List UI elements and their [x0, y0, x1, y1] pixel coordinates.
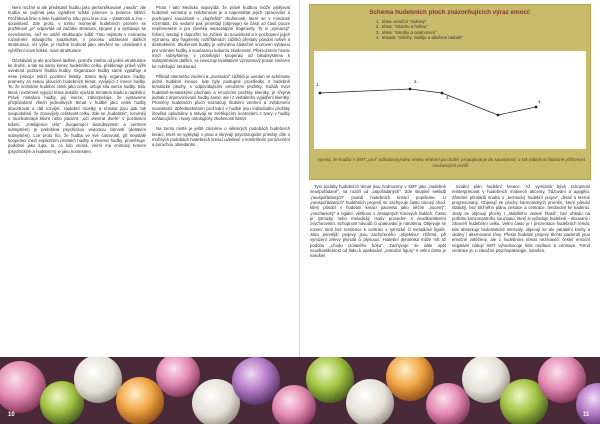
left-page-column-1	[8, 5, 146, 357]
diagram-point	[319, 92, 322, 95]
paragraph: Na tomto místě je ještě zmíníme o některých podobách hudebních kreací, které se vyskytují v praxi a skrývají psychologické primáty, díle o možných podobách hudebních kreací uvědené v konkrétním porozumění a poruchou obsedantní.	[152, 126, 290, 148]
schema-theme-item: 4. témata: "útěchy, naděje a důvěrné radosti"	[376, 34, 463, 40]
schema-title: Schéma hudebních ploch znázorňujících výraz emocí:	[369, 9, 531, 16]
diagram-point	[409, 88, 412, 91]
schema-theme-item: 3. téma: "smutku a osamocení"	[376, 29, 437, 35]
diagram-label: 2.	[414, 79, 418, 84]
left-page-column-2	[152, 5, 290, 357]
paragraph: Tyto podoby hudebních témat jsou hodnoceny v SMT jako „hudebně neuspořádané“, na rozdíl od „uspořádaných“. Zde skupině neklidů „neuspořádaných“ podob hudebních kreací popíšeme. U „neuspořádaných“ hudebních projevů se zachycuje často tónový chod, který působí v hudební kreaci pacienta jako něčím „nucený“, „mechanický“ a rigidní, většinou v zestupných tónových řadách. Často je rytmicky nebo melodický motiv proveden s neodkontilením zvychnovním. Schopnost návodů či opakování je narušena. Objevuje se rozsev tónů bez tendence k centraci v rytmické či melodické figuře. Jako jemnější projevy jsou zachyťeného „objektivu“ ztížená, při vymizení zvlevy plynulá či plynoucí. Hudební dynamika může mít až podobu „chodu izolaného bóku“. Zachycuje se dále opět neodkontilentost od tlaku k opakování „ontraiční figury“ s velmi často je narušen	[310, 184, 446, 259]
page-number-left: 10	[8, 412, 15, 418]
paragraph: Očekávání je ale pozitivně laděné, protože změnu od jedné strukturace ke druhé, a tak na samy konec hudebního celku, překlenuje právě výše uvedená pozitivní finalita hudby. Organizace hudby samé vyjadřuje a nese principi tvůrčí pozitivní finality. Sama tedy organizace hudby, prameny za sebou jdoucích hudebních témat, vyvíjející z inerce hudby. To, že vnímáme hudební celek jako celek, určuje síla inerce hudby. Síla, která i extrémně vyjející téma dokáže vyvázat tématem kladu a naplnění. Právě metaforu hudby, její inerce, zabezpečuje, že vystaveme přizpůsobení všech jednotlivých témat v hudbě jako celek hudby aboorbovat a dál rozvíjet. Hudební mostky a témata jsou pak tak soupodobné, že zneuvíjely celistvost celku. Zde se „hudebník“, rozumějí v muzikoterapii klient nebo pacient, „učí otevírat dveře“ v pozitivním tušení. „Inteligence téla“ (kooperující biosubsystem a centrem subsystém) je prebírána psychickou vedomou činností (detstvím subsystém). Lze proto říci, že hudba ve své časovosti, při neustálé kooperaci mezi explicitním prostém hudby a imvenci hudby, proměnuje, podobné jako lupa, to, co kdo vnímá, vnímí má vnímavý tvarem (psychickým a hudebním) je jako kontextem.	[8, 57, 146, 154]
diagram-label: 4.	[538, 99, 542, 104]
paragraph: Není možné si ale představit hudbu jako personifikované „neudo“, ale hudba se pojímat jako vyjádření lidské potence a potence lidství. Prožitková linie a linie hudebního toku jsou linie zou – vlastnosti a znu – souvislostí. Zde proto, v tomto momentě hudebních proměn se prožitkové „je“ odpovídá od začátku struktura, spojení ji a vystavuje se neznámému, než se ustálí strukturace lidští. Tuto nejistotu v momentu rozvolnění stávajícího kvazilidství, v procesu ustálování dalších strukturace, víz výše, je možné hodnotit jako otevření se, očekávání a vyhlížení nové lidské, nové strukturace.	[8, 5, 146, 53]
schema-theme-list	[376, 19, 463, 40]
diagram-point	[497, 114, 500, 117]
right-page-column-1	[310, 184, 446, 357]
page-number-right: 11	[583, 412, 590, 418]
diagram-point	[535, 106, 538, 109]
paragraph: Proto i tato Medicko napovídá, že právě hudbou může ostějovat hudebně vnímaný a zvědomovat je a napomáhat jejich zpracování a pochopení souvislostí v „dopřežité“ zkušenosti, které se v minulosti rozmítala. Do vedomí pak promítají (objevuje) se části od časů pouze nepřenesené a pro člověka neprostupné fragmenty. Ty si „vymazují“ řešení, tendují k doprožití, ke zvčlení do souvislostí a k pochopení jejich významu, aby fragmenty roztříštěnách zážitků přestaly působit rušivě a destruktivně. Zkušenost hudby je ovlivněna částečně vnoroven vybavou pro vnímání hudby a současnou kulturou zkušenosti. Překročením hranic mezi subsystémy, v probíhající kooperaci od bisubsystému k subsystémům dalším, se navozuje kvalitativní významový posun směrem ke zvětšující strukturaci.	[152, 5, 290, 69]
paragraph: tonální plán hudební kreace. Až vymizelá bývá schopnost reinterpretovat v hudebních motivech akcenty, frázování a agogiku. Zřetelné převládá snaha o „technický hudební projev“, detail a kterné progresovaný. Objevují se plochy harmonických proměn, které působí statický, bez běžného plánu cestace a centrace, tendování ke kadenci. Jindy se objevují plochy i „stabilního vedení hlasů“, bez ohledu na potřebu konzonantního souzvuku, který si vyžaduje hudebně – slouvaný i zároveň hudebním celku. Velmi často je i prezentace hudebních témat, kde absentuje hedonistické intervaly, objevují se ale paralelní kvinty a oktávy i alternované tóny. Přesto hudební projevy těchto pacientů jsou emočně zatěženy, ale z hudebními témat nezsouvičí čeství emoční negativní nábojí SMT vyhodnocuje limit oscilace a centrace. Trend centrace je, u závažné psychopatologie, narušen.	[452, 184, 590, 254]
emotion-schema-box	[309, 4, 591, 180]
diagram-label: 1.	[316, 82, 320, 87]
right-page-column-2	[452, 184, 590, 357]
paragraph: Příklad nitermého vnoření a „zcelování“ zážitků je uveden ve schématu jedné hudební kreace, kde byly postupně prostředky 4 hudebně tematické plochy, s odpovídajícími emočními prožitky. Každá mezi hudebně-tematickými plochami a emočními prožitky klientky, je zřejmá jednak z improvizované hudby samé, ale i z verbálního vyjádření klientky. Proměny hudebních ploch naznačují hlubinní vnoření a zvědomění souvislostí. Zpředmetněním prožívání v hudbě jsou individuální prožitky člověka oplodněny a stávají se zvětšujícími kontextem z tvary v hudby uchlacujícími, i tvary ontologicky zkušenosti lidství.	[152, 73, 290, 122]
candy-photo-strip	[0, 357, 600, 424]
schema-diagram	[314, 51, 586, 149]
schema-theme-item: 1. téma: emoční "radosty"	[376, 19, 427, 24]
diagram-point	[441, 92, 444, 95]
diagram-line-4	[498, 107, 536, 115]
diagram-label: 3.	[446, 95, 450, 100]
diagram-line-1	[320, 89, 410, 93]
diagram-line-2	[410, 89, 442, 93]
schema-caption: Vyvstá, že hudba v SMT „umí“ odhalovat jednu vrstvu vědomí po druhé, propojovat je do souvislostí, a tak odkrývat hlubinné příčinnost současných potíží.	[316, 157, 586, 168]
diagram-line-3	[442, 93, 498, 115]
schema-theme-item: 2. téma: "strachu a hněvu"	[376, 24, 428, 30]
